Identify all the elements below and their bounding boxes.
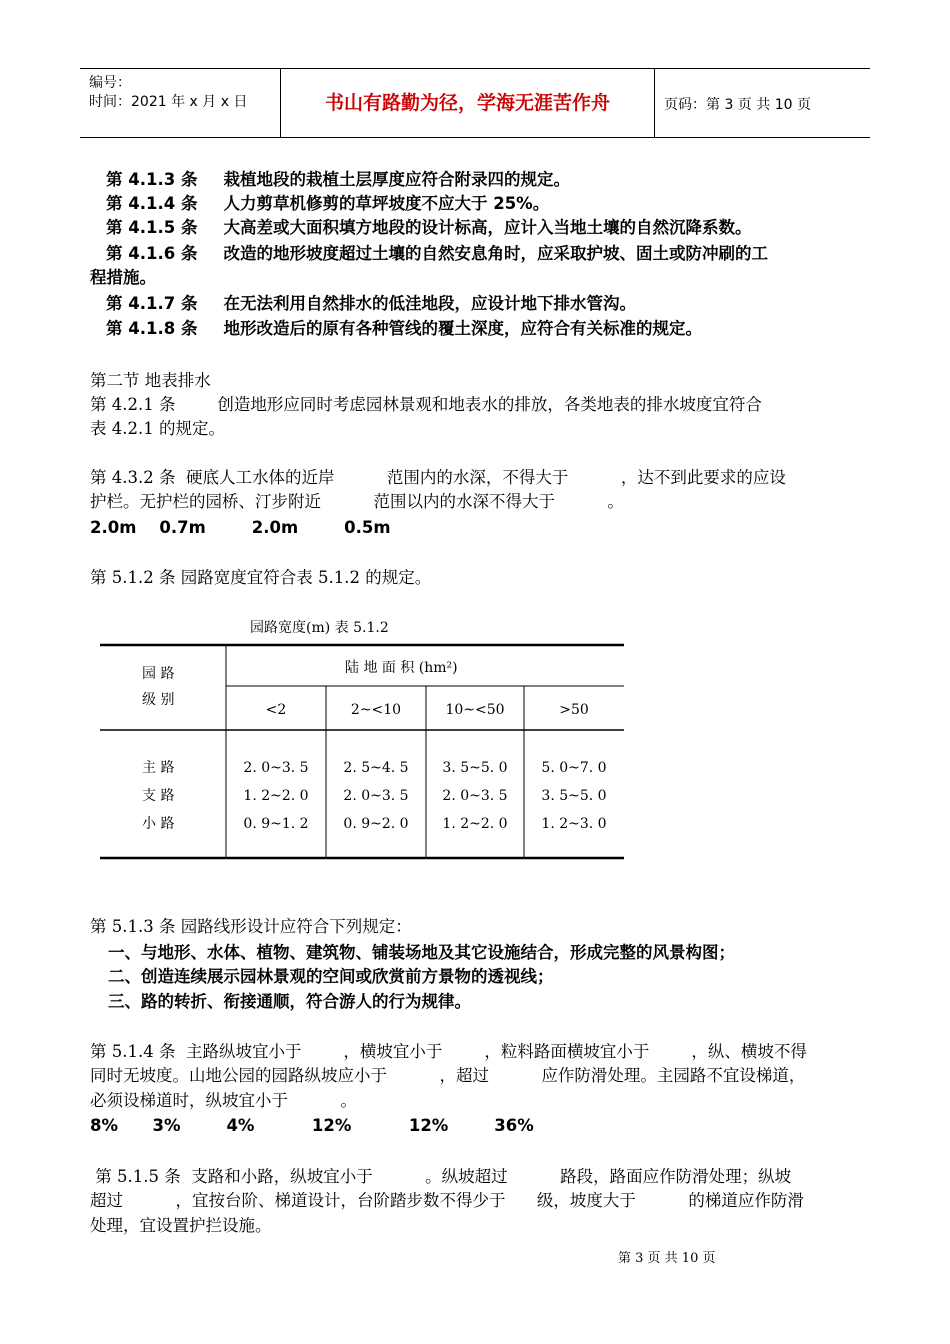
column-header: >50 — [559, 702, 589, 718]
header-meta — [80, 69, 281, 137]
row-header-line2: 级 别 — [142, 692, 175, 708]
clause-514-line1: 第 5.1.4 条 主路纵坡宜小于 ，横坡宜小于 ，粒料路面横坡宜小于 ，纵、横坡不得 — [90, 1042, 807, 1061]
page-footer: 第 3 页 共 10 页 — [618, 1251, 716, 1266]
clause-515-line1: 第 5.1.5 条 支路和小路，纵坡宜小于 。纵坡超过 路段，路面应作防滑处理；纵坡 — [90, 1167, 792, 1186]
row-name: 主 路 — [142, 760, 175, 776]
clause-513-item: 二、创造连续展示园林景观的空间或欣赏前方景物的透视线； — [108, 967, 554, 986]
header-motto: 书山有路勤为径，学海无涯苦作舟 — [281, 69, 655, 137]
date-label: 时间：2021 年 x 月 x 日 — [89, 94, 248, 110]
clause-514-answers: 8% 3% 4% 12% 12% 36% — [90, 1116, 534, 1135]
table-cell: 0. 9~2. 0 — [343, 816, 409, 832]
row-name: 小 路 — [142, 816, 175, 832]
column-header: 10~<50 — [445, 702, 505, 718]
area-header: 陆 地 面 积 (hm²) — [345, 660, 458, 676]
clause-number: 第 4.1.5 条 — [106, 218, 198, 237]
clause-number: 第 4.1.4 条 — [106, 194, 198, 213]
clause-number: 第 4.1.6 条 — [106, 244, 198, 263]
table-cell: 1. 2~2. 0 — [442, 816, 508, 832]
clause-513-item: 三、路的转折、衔接通顺，符合游人的行为规律。 — [108, 992, 471, 1011]
clause-text: 地形改造后的原有各种管线的覆土深度，应符合有关标准的规定。 — [223, 319, 702, 338]
table-cell: 3. 5~5. 0 — [541, 788, 607, 804]
clause-text: 在无法利用自然排水的低洼地段，应设计地下排水管沟。 — [223, 294, 636, 313]
section-title: 第二节 地表排水 — [90, 371, 211, 390]
clause-text: 改造的地形坡度超过土壤的自然安息角时，应采取护坡、固土或防冲刷的工 — [223, 244, 768, 263]
row-header-line1: 园 路 — [142, 666, 175, 682]
clause-514-line2: 同时无坡度。山地公园的园路纵坡应小于 ，超过 应作防滑处理。主园路不宜设梯道， — [90, 1066, 806, 1085]
clause-418 — [106, 317, 702, 341]
clause-421-line1: 第 4.2.1 条 创造地形应同时考虑园林景观和地表水的排放，各类地表的排水坡度宜符合 — [90, 395, 762, 414]
clause-414 — [106, 192, 549, 216]
table-cell: 2. 5~4. 5 — [343, 760, 409, 776]
clause-415 — [106, 216, 751, 240]
clause-text: 大高差或大面积填方地段的设计标高，应计入当地土壤的自然沉降系数。 — [223, 218, 752, 237]
clause-417 — [106, 292, 636, 316]
clause-number: 第 4.1.7 条 — [106, 294, 198, 313]
table-cell: 2. 0~3. 5 — [343, 788, 409, 804]
table-cell: 1. 2~2. 0 — [243, 788, 309, 804]
clause-text: 栽植地段的栽植土层厚度应符合附录四的规定。 — [223, 170, 570, 189]
clause-512: 第 5.1.2 条 园路宽度宜符合表 5.1.2 的规定。 — [90, 568, 432, 587]
clause-416-cont — [90, 266, 156, 290]
clause-432-line2: 护栏。无护栏的园桥、汀步附近 范围以内的水深不得大于 。 — [90, 492, 624, 511]
table-cell: 3. 5~5. 0 — [442, 760, 508, 776]
table-caption: 园路宽度(m) 表 5.1.2 — [250, 620, 389, 636]
table-cell: 5. 0~7. 0 — [541, 760, 607, 776]
clause-513-title: 第 5.1.3 条 园路线形设计应符合下列规定： — [90, 917, 412, 936]
clause-515-line3: 处理，宜设置护拦设施。 — [90, 1216, 272, 1235]
table-cell: 2. 0~3. 5 — [442, 788, 508, 804]
clause-513-item: 一、与地形、水体、植物、建筑物、铺装场地及其它设施结合，形成完整的风景构图； — [108, 943, 735, 962]
clause-number: 第 4.1.3 条 — [106, 170, 198, 189]
clause-text: 人力剪草机修剪的草坪坡度不应大于 25%。 — [223, 194, 550, 213]
header-page-info: 页码：第 3 页 共 10 页 — [664, 97, 811, 113]
table-cell: 2. 0~3. 5 — [243, 760, 309, 776]
clause-text: 程措施。 — [90, 268, 156, 287]
row-name: 支 路 — [142, 788, 175, 804]
table-cell: 1. 2~3. 0 — [541, 816, 607, 832]
table-cell: 0. 9~1. 2 — [243, 816, 309, 832]
road-width-table — [100, 610, 626, 860]
clause-515-line2: 超过 ，宜按台阶、梯道设计，台阶踏步数不得少于 级，坡度大于 的梯道应作防滑 — [90, 1191, 804, 1210]
clause-413 — [106, 168, 570, 192]
number-label: 编号： — [89, 75, 131, 91]
clause-432-answers: 2.0m 0.7m 2.0m 0.5m — [90, 518, 391, 537]
clause-416 — [106, 242, 768, 266]
column-header: <2 — [265, 702, 287, 718]
clause-432-line1: 第 4.3.2 条 硬底人工水体的近岸 范围内的水深，不得大于 ，达不到此要求的应设 — [90, 468, 786, 487]
column-header: 2~<10 — [350, 702, 402, 718]
clause-421-line2: 表 4.2.1 的规定。 — [90, 419, 225, 438]
page-header — [80, 68, 870, 138]
clause-514-line3: 必须设梯道时，纵坡宜小于 。 — [90, 1091, 357, 1110]
clause-number: 第 4.1.8 条 — [106, 319, 198, 338]
